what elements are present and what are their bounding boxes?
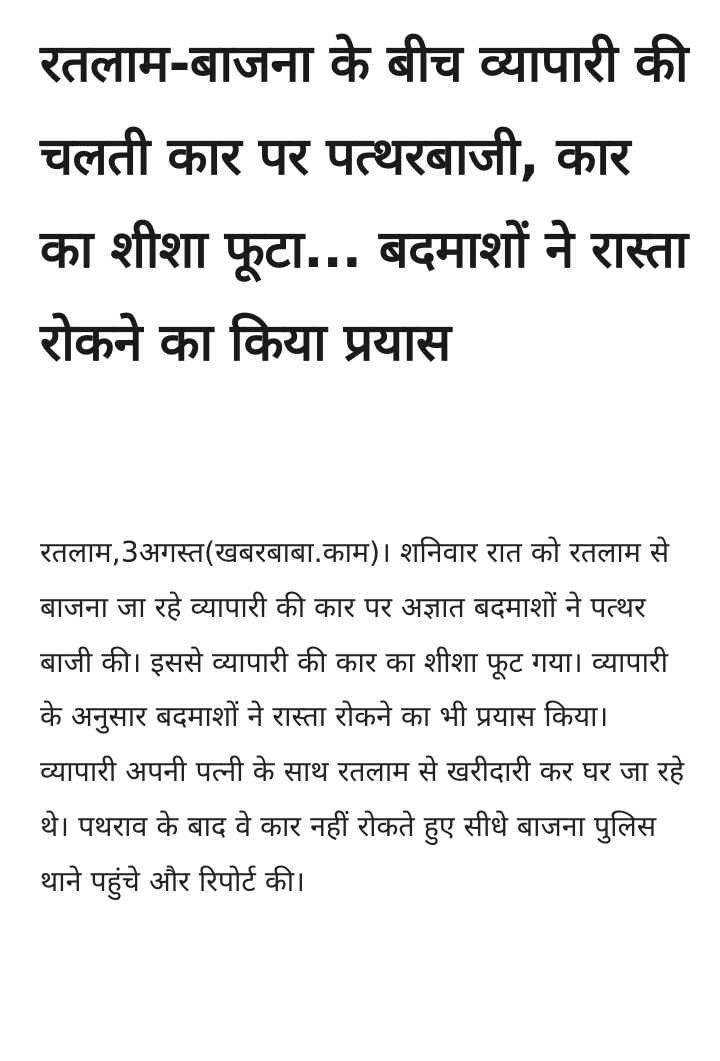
article-body: रतलाम,3अगस्त(खबरबाबा.काम)। शनिवार रात को रतलाम से बाजना जा रहे व्यापारी की कार पर अज्ञात बदमाशों ने पत्थर बाजी की। इससे व्यापारी की कार का शीशा फूट गया। व्यापारी के अनुसार बदमाशों ने रास्ता रोकने का भी प्रयास किया। व्यापारी अपनी पत्नी के साथ रतलाम से खरीदारी कर घर जा रहे थे। पथराव के बाद वे कार नहीं रोकते हुए सीधे बाजना पुलिस थाने पहुंचे और रिपोर्ट की। (40, 536, 685, 898)
article-headline: रतलाम-बाजना के बीच व्यापारी की चलती कार पर पत्थरबाजी, कार का शीशा फूटा... बदमाशों ने रास्ता रोकने का किया प्रयास (40, 34, 688, 373)
article (40, 18, 690, 898)
